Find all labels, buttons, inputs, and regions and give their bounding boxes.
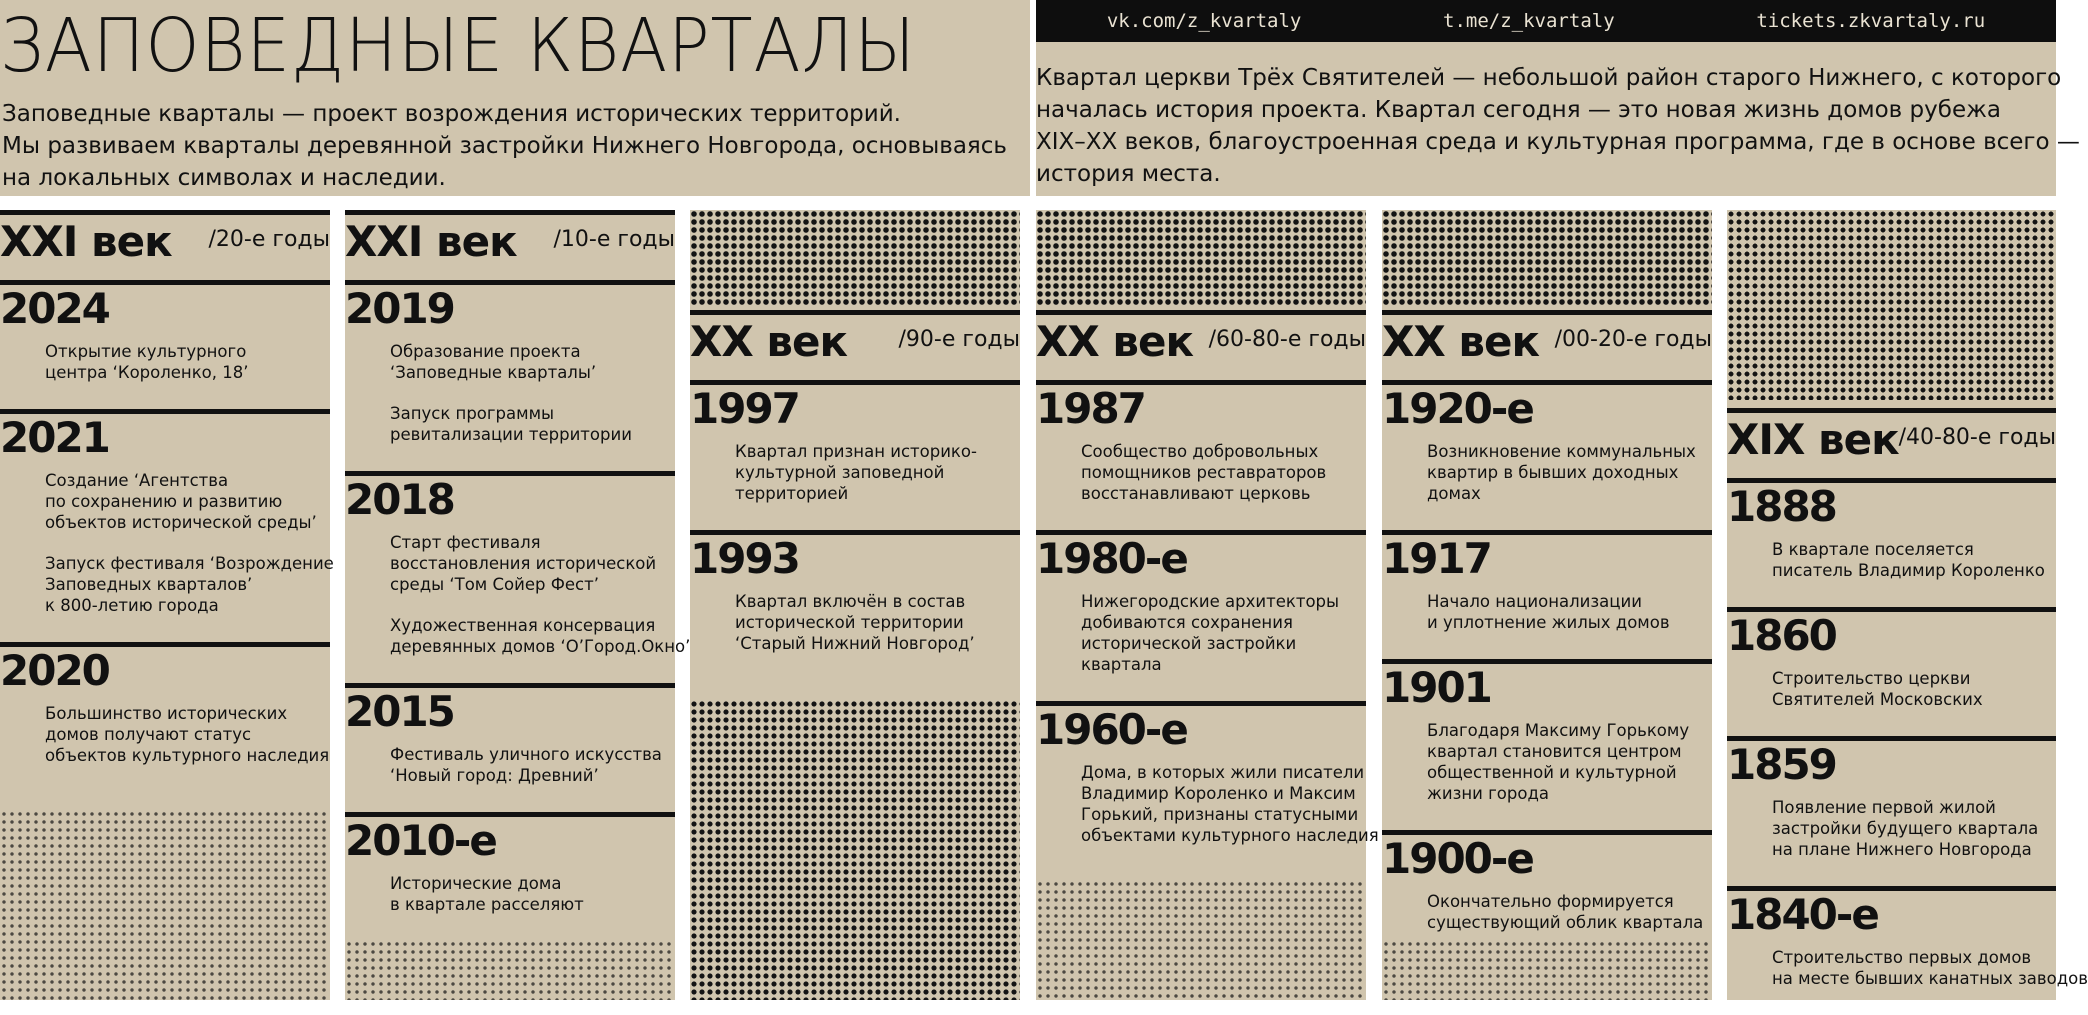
century-name: XXI век bbox=[0, 217, 172, 266]
event-description bbox=[1081, 441, 1366, 504]
event-description bbox=[390, 532, 675, 595]
description-line: Горький, признаны статусными bbox=[1081, 805, 1359, 824]
halftone-pattern bbox=[1036, 880, 1366, 1000]
event-description bbox=[735, 591, 1020, 654]
event-list bbox=[690, 380, 1020, 680]
century-header bbox=[0, 210, 330, 272]
description-line: застройки будущего квартала bbox=[1772, 819, 2039, 838]
description-line: общественной и культурной bbox=[1427, 763, 1677, 782]
telegram-link[interactable]: t.me/z_kvartaly bbox=[1443, 10, 1615, 32]
timeline-event bbox=[1036, 530, 1366, 701]
description-line: Большинство исторических bbox=[45, 704, 288, 723]
event-description bbox=[1081, 762, 1379, 846]
event-year: 1997 bbox=[690, 384, 799, 433]
quarter-line: началась история проекта. Квартал сегодня — это новая жизнь домов рубежа bbox=[1036, 97, 2001, 123]
halftone-pattern bbox=[345, 940, 675, 1000]
description-line: объектами культурного наследия bbox=[1081, 826, 1379, 845]
description-line: объектов культурного наследия bbox=[45, 746, 330, 765]
event-year: 1840-е bbox=[1727, 890, 1878, 939]
description-line: восстанавливают церковь bbox=[1081, 484, 1311, 503]
quarter-line: XIX–XX веков, благоустроенная среда и культурная программа, где в основе всего — bbox=[1036, 129, 2080, 155]
description-line: Образование проекта bbox=[390, 342, 581, 361]
event-year: 1917 bbox=[1382, 534, 1491, 583]
timeline-event bbox=[1727, 736, 2056, 886]
event-description bbox=[1427, 720, 1712, 804]
description-line: Возникновение коммунальных bbox=[1427, 442, 1696, 461]
century-period: /40-80-е годы bbox=[1898, 425, 2056, 450]
timeline-event bbox=[1036, 380, 1366, 530]
event-year: 1859 bbox=[1727, 740, 1836, 789]
description-line: восстановления исторической bbox=[390, 554, 657, 573]
timeline-event bbox=[1036, 701, 1379, 872]
century-header bbox=[1382, 310, 1712, 372]
timeline-event bbox=[345, 280, 675, 471]
description-line: исторической застройки bbox=[1081, 634, 1297, 653]
event-description bbox=[1081, 591, 1366, 675]
description-line: Фестиваль уличного искусства bbox=[390, 745, 662, 764]
century-name: XIX век bbox=[1727, 415, 1899, 464]
timeline-event bbox=[1382, 659, 1712, 830]
description-line: Строительство церкви bbox=[1772, 669, 1971, 688]
century-period: /90-е годы bbox=[898, 327, 1020, 352]
description-line: домов получают статус bbox=[45, 725, 252, 744]
description-line: Запуск программы bbox=[390, 404, 555, 423]
timeline-event bbox=[1727, 607, 2056, 736]
description-line: жизни города bbox=[1427, 784, 1549, 803]
timeline-column-xx-00-20s bbox=[1382, 210, 1712, 1000]
description-line: квартала bbox=[1081, 655, 1162, 674]
event-description bbox=[45, 553, 334, 616]
description-line: квартир в бывших доходных bbox=[1427, 463, 1679, 482]
timeline-column-xxi-20s bbox=[0, 210, 334, 1000]
description-line: Художественная консервация bbox=[390, 616, 656, 635]
event-description bbox=[45, 341, 330, 383]
event-year: 1980-е bbox=[1036, 534, 1187, 583]
description-line: Святителей Московских bbox=[1772, 690, 1983, 709]
description-line: Нижегородские архитекторы bbox=[1081, 592, 1340, 611]
description-line: Появление первой жилой bbox=[1772, 798, 1996, 817]
timeline-event bbox=[345, 812, 675, 941]
event-description bbox=[1772, 539, 2056, 581]
description-line: исторической территории bbox=[735, 613, 964, 632]
timeline-column-xix-40-80s bbox=[1727, 210, 2088, 1000]
description-line: на месте бывших канатных заводов bbox=[1772, 969, 2088, 988]
event-description bbox=[390, 341, 675, 383]
event-year: 2021 bbox=[0, 413, 109, 462]
description-line: ‘Новый город: Древний’ bbox=[390, 766, 599, 785]
description-line: добиваются сохранения bbox=[1081, 613, 1293, 632]
event-description bbox=[390, 403, 675, 445]
intro-line: на локальных символах и наследии. bbox=[2, 165, 446, 191]
timeline-event bbox=[690, 530, 1020, 680]
event-description bbox=[390, 873, 675, 915]
event-year: 1960-е bbox=[1036, 705, 1187, 754]
description-line: квартал становится центром bbox=[1427, 742, 1682, 761]
description-line: Благодаря Максиму Горькому bbox=[1427, 721, 1690, 740]
event-list bbox=[0, 280, 334, 792]
description-line: территорией bbox=[735, 484, 849, 503]
timeline-event bbox=[690, 380, 1020, 530]
description-line: Запуск фестиваля ‘Возрождение bbox=[45, 554, 334, 573]
event-description bbox=[45, 470, 330, 533]
event-description bbox=[1772, 797, 2056, 860]
event-year: 1901 bbox=[1382, 663, 1491, 712]
event-description bbox=[1427, 591, 1712, 633]
event-list bbox=[1036, 380, 1379, 872]
description-line: Заповедных кварталов’ bbox=[45, 575, 253, 594]
quarter-line: Квартал церкви Трёх Святителей — небольшой район старого Нижнего, с которого bbox=[1036, 65, 2062, 91]
description-line: и уплотнение жилых домов bbox=[1427, 613, 1670, 632]
event-description bbox=[1427, 441, 1712, 504]
century-name: XX век bbox=[1036, 317, 1193, 366]
description-line: к 800-летию города bbox=[45, 596, 219, 615]
event-year: 2020 bbox=[0, 646, 109, 695]
header-quarter-panel bbox=[1036, 0, 2080, 196]
century-period: /60-80-е годы bbox=[1208, 327, 1366, 352]
vk-link[interactable]: vk.com/z_kvartaly bbox=[1106, 10, 1302, 32]
description-line: на плане Нижнего Новгорода bbox=[1772, 840, 2032, 859]
timeline-event bbox=[1382, 380, 1712, 530]
event-year: 1888 bbox=[1727, 482, 1836, 531]
timeline-column-xxi-10s bbox=[345, 210, 691, 1000]
event-year: 2018 bbox=[345, 475, 454, 524]
description-line: Квартал признан историко- bbox=[735, 442, 977, 461]
event-year: 2010-е bbox=[345, 816, 496, 865]
timeline-event bbox=[0, 642, 330, 792]
century-header bbox=[1036, 310, 1366, 372]
description-line: Строительство первых домов bbox=[1772, 948, 2032, 967]
description-line: писатель Владимир Короленко bbox=[1772, 561, 2045, 580]
timeline-event bbox=[345, 471, 691, 683]
description-line: Начало национализации bbox=[1427, 592, 1642, 611]
description-line: объектов исторической среды’ bbox=[45, 513, 317, 532]
event-description bbox=[1427, 891, 1712, 933]
timeline-event bbox=[1727, 478, 2056, 607]
century-header bbox=[690, 310, 1020, 372]
header-intro-panel bbox=[0, 0, 1030, 196]
page-title: ЗАПОВЕДНЫЕ КВАРТАЛЫ bbox=[0, 3, 916, 89]
description-line: существующий облик квартала bbox=[1427, 913, 1704, 932]
quarter-line: история места. bbox=[1036, 161, 1221, 187]
event-description bbox=[735, 441, 1020, 504]
event-description bbox=[1772, 668, 2056, 710]
halftone-pattern bbox=[1036, 210, 1366, 305]
century-name: XX век bbox=[690, 317, 847, 366]
halftone-pattern bbox=[0, 810, 330, 1000]
halftone-pattern bbox=[1727, 210, 2056, 400]
timeline-column-xx-60-80s bbox=[1036, 210, 1379, 1000]
description-line: среды ‘Том Сойер Фест’ bbox=[390, 575, 599, 594]
event-year: 1860 bbox=[1727, 611, 1836, 660]
description-line: по сохранению и развитию bbox=[45, 492, 283, 511]
description-line: Старт фестиваля bbox=[390, 533, 541, 552]
century-name: XXI век bbox=[345, 217, 517, 266]
description-line: ‘Старый Нижний Новгород’ bbox=[735, 634, 975, 653]
century-header bbox=[1727, 408, 2056, 470]
halftone-pattern bbox=[690, 210, 1020, 305]
event-description bbox=[390, 744, 675, 786]
description-line: деревянных домов ‘О’Город.Окно’ bbox=[390, 637, 691, 656]
century-period: /10-е годы bbox=[553, 227, 675, 252]
project-intro bbox=[2, 98, 1007, 194]
timeline-event bbox=[1727, 886, 2088, 1015]
description-line: помощников реставраторов bbox=[1081, 463, 1327, 482]
event-year: 2019 bbox=[345, 284, 454, 333]
description-line: центра ‘Короленко, 18’ bbox=[45, 363, 249, 382]
timeline-event bbox=[345, 683, 675, 812]
tickets-link[interactable]: tickets.zkvartaly.ru bbox=[1756, 10, 1986, 32]
intro-line: Заповедные кварталы — проект возрождения исторических территорий. bbox=[2, 101, 901, 127]
description-line: Создание ‘Агентства bbox=[45, 471, 229, 490]
century-header bbox=[345, 210, 675, 272]
event-description bbox=[1772, 947, 2088, 989]
event-year: 2015 bbox=[345, 687, 454, 736]
description-line: Владимир Короленко и Максим bbox=[1081, 784, 1356, 803]
description-line: в квартале расселяют bbox=[390, 895, 584, 914]
event-list bbox=[345, 280, 691, 941]
century-period: /00-20-е годы bbox=[1554, 327, 1712, 352]
description-line: Окончательно формируется bbox=[1427, 892, 1674, 911]
halftone-pattern bbox=[1382, 210, 1712, 305]
quarter-description bbox=[1036, 62, 2080, 190]
timeline-event bbox=[0, 280, 330, 409]
description-line: Дома, в которых жили писатели bbox=[1081, 763, 1365, 782]
event-year: 1993 bbox=[690, 534, 799, 583]
timeline-event bbox=[0, 409, 334, 642]
description-line: Квартал включён в состав bbox=[735, 592, 966, 611]
event-year: 1987 bbox=[1036, 384, 1145, 433]
event-list bbox=[1727, 478, 2088, 1015]
description-line: ‘Заповедные кварталы’ bbox=[390, 363, 597, 382]
description-line: Исторические дома bbox=[390, 874, 562, 893]
description-line: Сообщество добровольных bbox=[1081, 442, 1319, 461]
event-description bbox=[45, 703, 330, 766]
event-description bbox=[390, 615, 691, 657]
event-year: 1900-е bbox=[1382, 834, 1533, 883]
timeline-column-xx-90s bbox=[690, 210, 1020, 1000]
description-line: культурной заповедной bbox=[735, 463, 945, 482]
intro-line: Мы развиваем кварталы деревянной застройки Нижнего Новгорода, основываясь bbox=[2, 133, 1007, 159]
timeline-event bbox=[1382, 530, 1712, 659]
timeline-event bbox=[1382, 830, 1712, 959]
event-list bbox=[1382, 380, 1712, 959]
century-name: XX век bbox=[1382, 317, 1539, 366]
halftone-pattern bbox=[690, 700, 1020, 1000]
links-bar bbox=[1036, 0, 2056, 42]
event-year: 2024 bbox=[0, 284, 109, 333]
event-year: 1920-е bbox=[1382, 384, 1533, 433]
description-line: В квартале поселяется bbox=[1772, 540, 1974, 559]
century-period: /20-е годы bbox=[208, 227, 330, 252]
description-line: Открытие культурного bbox=[45, 342, 247, 361]
description-line: ревитализации территории bbox=[390, 425, 632, 444]
description-line: домах bbox=[1427, 484, 1481, 503]
